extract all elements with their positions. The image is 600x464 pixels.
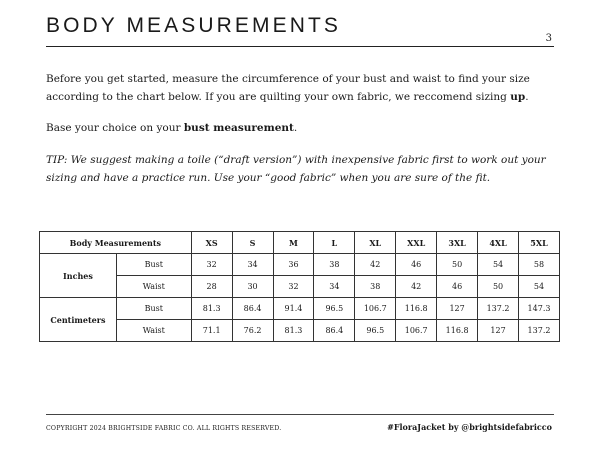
table-row xyxy=(40,276,560,298)
table-cell: 137.2 xyxy=(478,298,519,320)
table-cell: 86.4 xyxy=(232,298,273,320)
table-cell: 147.3 xyxy=(519,298,560,320)
table-cell: 38 xyxy=(355,276,396,298)
row-label: Bust xyxy=(116,254,191,276)
copyright-notice: COPYRIGHT 2024 BRIGHTSIDE FABRIC CO. ALL RIGHTS RESERVED. xyxy=(46,425,282,432)
table-cell: 71.1 xyxy=(191,320,232,342)
table-row xyxy=(40,298,560,320)
bust-note-end: . xyxy=(293,122,298,134)
table-cell: 30 xyxy=(232,276,273,298)
table-cell: 137.2 xyxy=(519,320,560,342)
table-cell: 116.8 xyxy=(437,320,478,342)
size-header: XL xyxy=(355,232,396,254)
table-cell: 42 xyxy=(355,254,396,276)
table-cell: 76.2 xyxy=(232,320,273,342)
size-header: XS xyxy=(191,232,232,254)
table-cell: 127 xyxy=(437,298,478,320)
table-cell: 32 xyxy=(273,276,314,298)
page-number: 3 xyxy=(545,33,552,44)
table-cell: 50 xyxy=(478,276,519,298)
table-cell: 116.8 xyxy=(396,298,437,320)
intro-paragraph xyxy=(46,70,556,106)
table-cell: 81.3 xyxy=(191,298,232,320)
title-divider xyxy=(46,46,554,47)
table-cell: 42 xyxy=(396,276,437,298)
social-hashtag: #FloraJacket by @brightsidefabricco xyxy=(387,422,552,432)
table-cell: 91.4 xyxy=(273,298,314,320)
bust-note-bold: bust measurement xyxy=(183,122,294,134)
bust-note-paragraph xyxy=(46,119,556,137)
table-cell: 106.7 xyxy=(396,320,437,342)
size-header: XXL xyxy=(396,232,437,254)
table-cell: 50 xyxy=(437,254,478,276)
table-header-label: Body Measurements xyxy=(40,232,192,254)
table-cell: 81.3 xyxy=(273,320,314,342)
table-cell: 54 xyxy=(519,276,560,298)
table-row xyxy=(40,254,560,276)
table-cell: 58 xyxy=(519,254,560,276)
row-label: Waist xyxy=(116,276,191,298)
table-cell: 96.5 xyxy=(355,320,396,342)
intro-bold: up xyxy=(510,91,526,103)
size-header: L xyxy=(314,232,355,254)
table-cell: 46 xyxy=(437,276,478,298)
size-header: 5XL xyxy=(519,232,560,254)
table-cell: 34 xyxy=(314,276,355,298)
table-cell: 86.4 xyxy=(314,320,355,342)
footer-divider xyxy=(46,414,554,415)
table-cell: 127 xyxy=(478,320,519,342)
size-header: M xyxy=(273,232,314,254)
table-cell: 46 xyxy=(396,254,437,276)
size-header: 3XL xyxy=(437,232,478,254)
table-cell: 96.5 xyxy=(314,298,355,320)
tip-paragraph: TIP: We suggest making a toile (“draft version”) with inexpensive fabric first to work out your sizing and have a practice run. Use your “good fabric” when you are sure of the fit. xyxy=(46,154,546,184)
row-label: Bust xyxy=(116,298,191,320)
table-cell: 54 xyxy=(478,254,519,276)
table-cell: 36 xyxy=(273,254,314,276)
row-label: Waist xyxy=(116,320,191,342)
size-header: 4XL xyxy=(478,232,519,254)
group-label: Inches xyxy=(40,254,117,298)
table-header-row xyxy=(40,232,560,254)
intro-text: Before you get started, measure the circumference of your bust and waist to find your size according to the chart below. If you are quilting your own fabric, we reccomend sizing xyxy=(46,73,530,103)
table-cell: 38 xyxy=(314,254,355,276)
size-chart-table xyxy=(39,231,560,342)
table-cell: 32 xyxy=(191,254,232,276)
page-title: BODY MEASUREMENTS xyxy=(46,14,342,37)
table-cell: 106.7 xyxy=(355,298,396,320)
table-cell: 28 xyxy=(191,276,232,298)
bust-note-text: Base your choice on your xyxy=(46,122,184,134)
size-header: S xyxy=(232,232,273,254)
intro-end: . xyxy=(525,91,529,103)
table-cell: 34 xyxy=(232,254,273,276)
table-row xyxy=(40,320,560,342)
group-label: Centimeters xyxy=(40,298,117,342)
